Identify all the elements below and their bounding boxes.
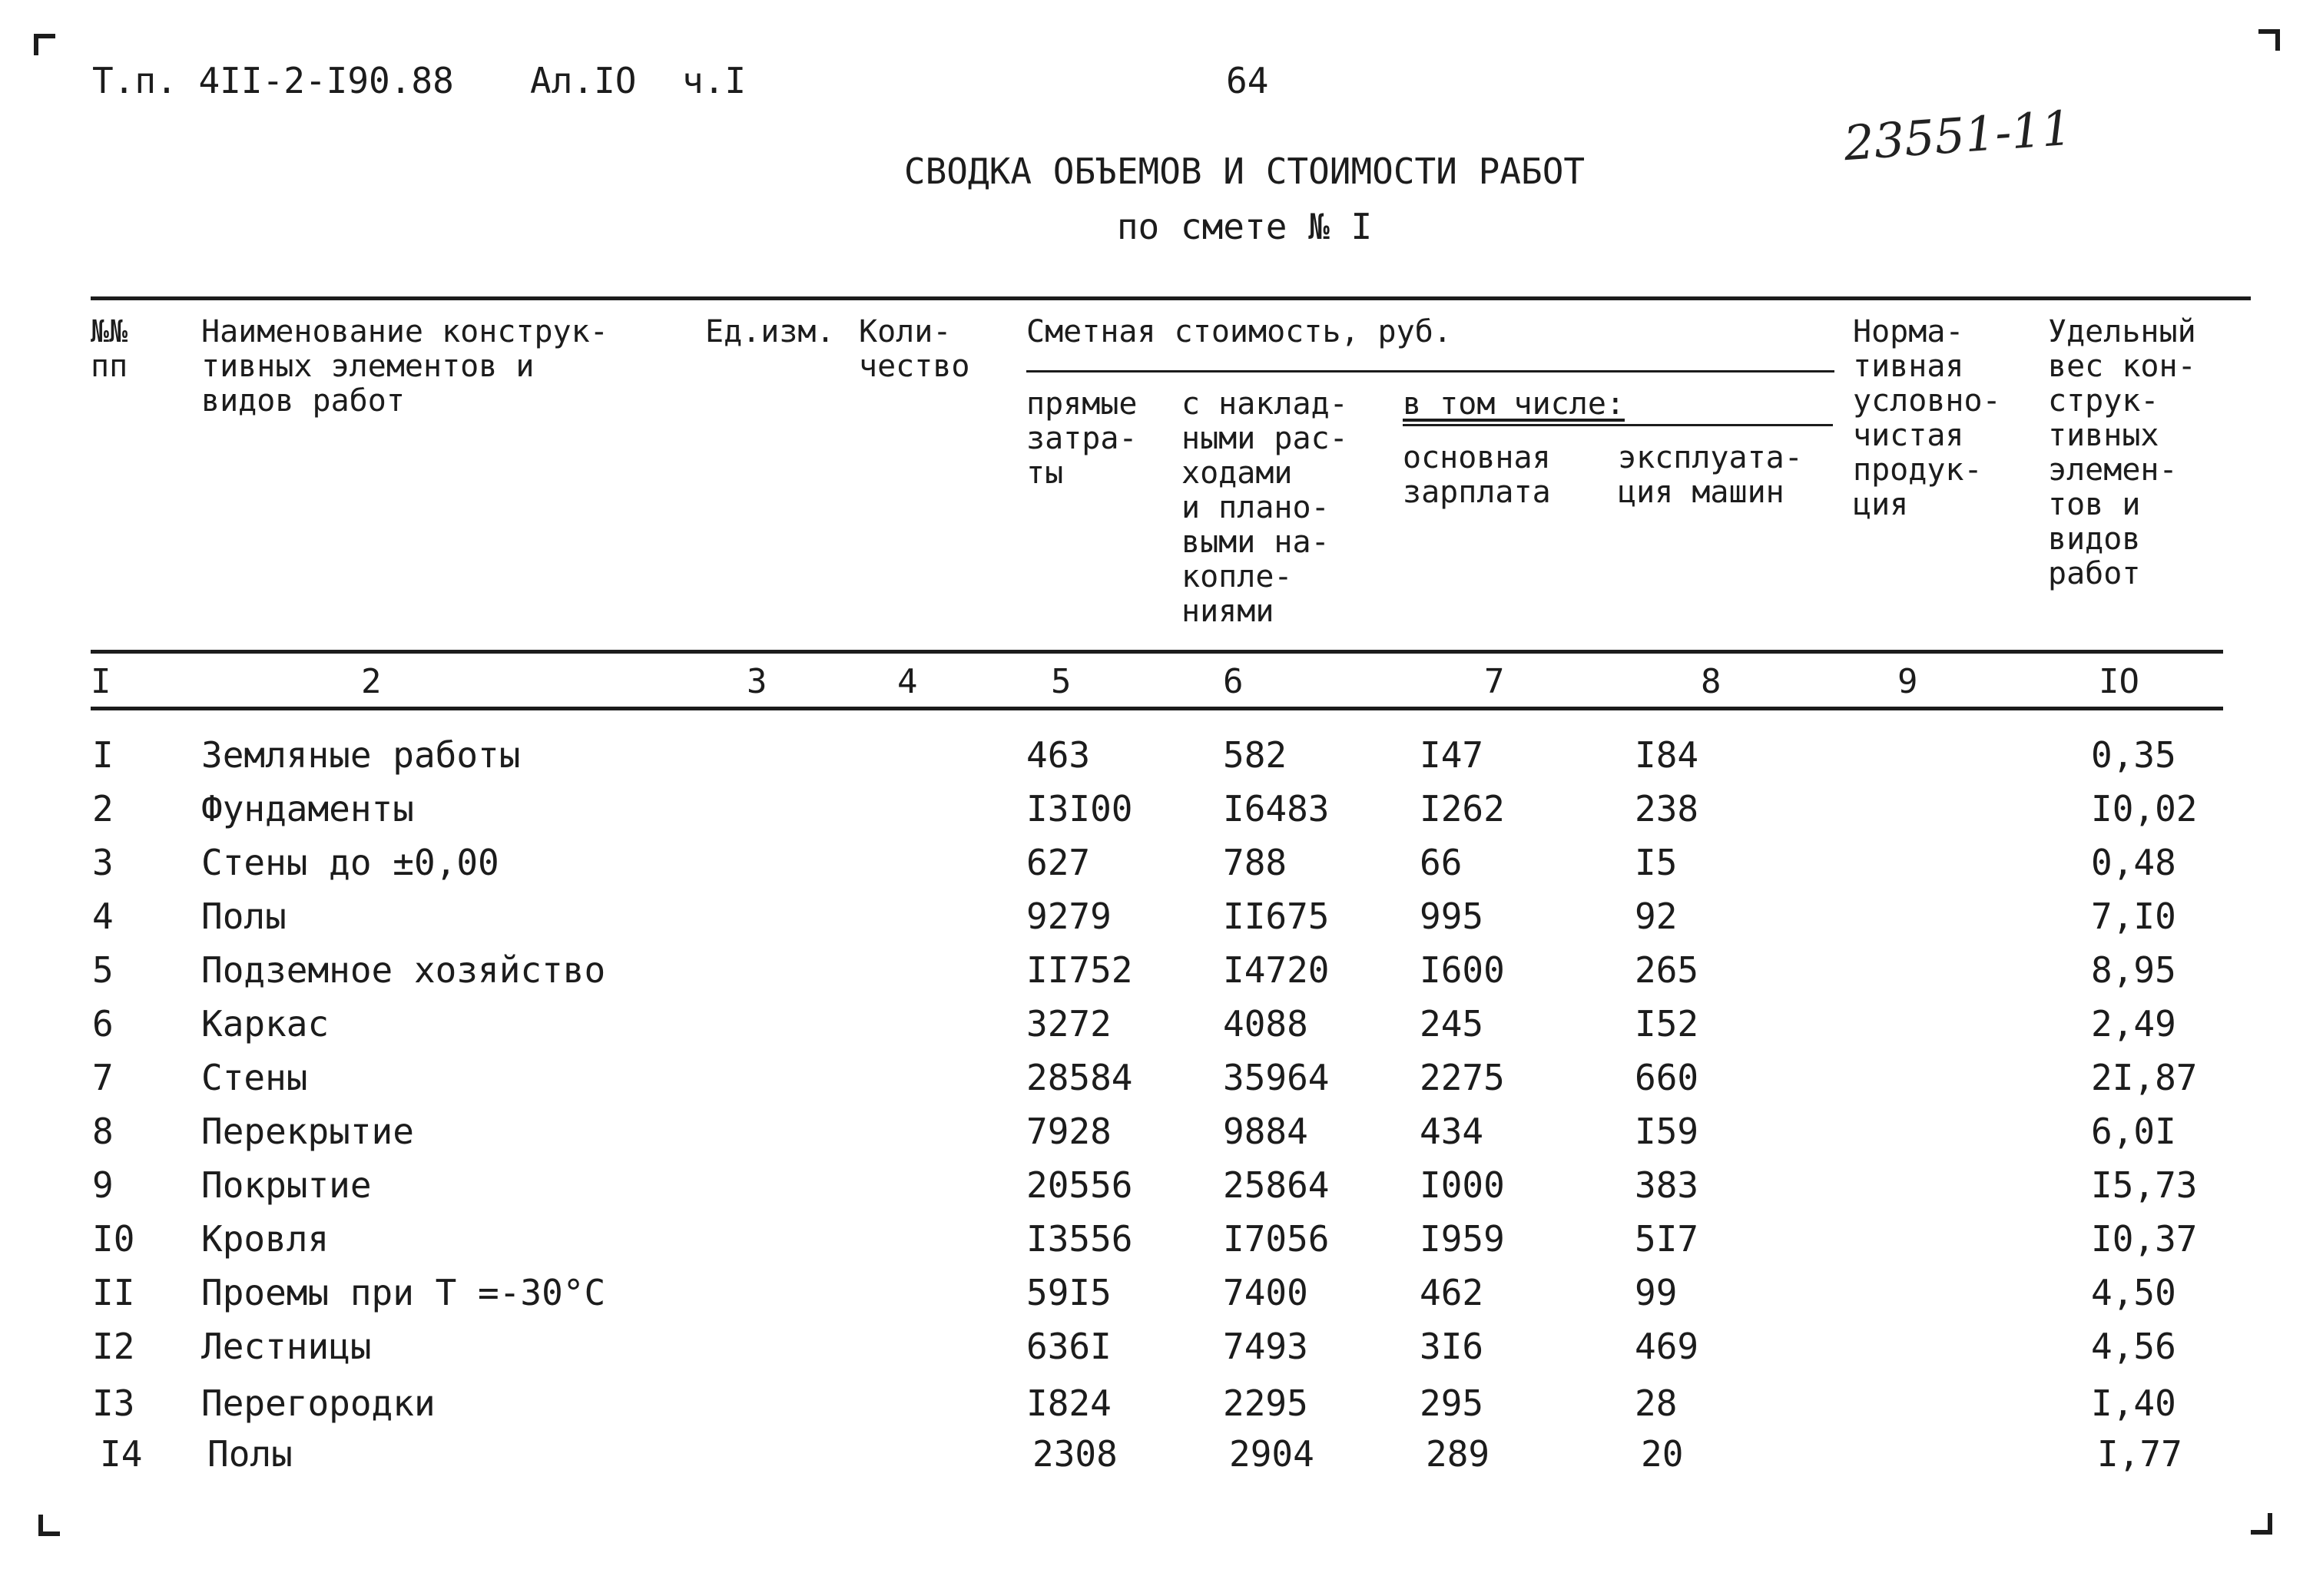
handwritten-code: 23551-11 <box>1841 99 2074 172</box>
cell-overhead: 788 <box>1223 842 1287 883</box>
cell-number: I0 <box>92 1218 135 1260</box>
table-row <box>0 896 2313 942</box>
cell-name: Покрытие <box>201 1164 372 1206</box>
header-quantity: Коли- чество <box>859 314 970 384</box>
cell-wages: 434 <box>1420 1111 1484 1152</box>
cell-overhead: 9884 <box>1223 1111 1308 1152</box>
table-row <box>0 1433 2313 1479</box>
cell-share: 4,50 <box>2091 1272 2176 1313</box>
cell-machines: 238 <box>1635 788 1699 829</box>
cell-number: 7 <box>92 1057 114 1098</box>
cell-direct: 463 <box>1026 734 1091 776</box>
cell-wages: I47 <box>1420 734 1484 776</box>
cell-share: 0,48 <box>2091 842 2176 883</box>
cell-wages: 3I6 <box>1420 1326 1484 1367</box>
cell-direct: 28584 <box>1026 1057 1133 1098</box>
cell-share: I0,02 <box>2091 788 2198 829</box>
table-row <box>0 788 2313 834</box>
cell-name: Стены <box>201 1057 308 1098</box>
header-top-rule <box>91 296 2251 300</box>
cell-machines: 28 <box>1635 1382 1678 1424</box>
table-row <box>0 1111 2313 1157</box>
cell-number: 3 <box>92 842 114 883</box>
cell-name: Перегородки <box>201 1382 436 1424</box>
document-title: СВОДКА ОБЪЕМОВ И СТОИМОСТИ РАБОТ <box>903 151 1586 192</box>
page-number: 64 <box>1226 60 1269 101</box>
header-including: в том числе: <box>1403 386 1625 422</box>
header-num: №№ пп <box>91 314 128 384</box>
cell-overhead: 2295 <box>1223 1382 1308 1424</box>
cell-overhead: I6483 <box>1223 788 1330 829</box>
cell-number: 9 <box>92 1164 114 1206</box>
cell-machines: 99 <box>1635 1272 1678 1313</box>
cell-direct: I3I00 <box>1026 788 1133 829</box>
cell-overhead: 4088 <box>1223 1003 1308 1045</box>
cell-direct: 20556 <box>1026 1164 1133 1206</box>
cell-wages: 995 <box>1420 896 1484 937</box>
column-number: 7 <box>1484 662 1505 701</box>
cell-number: II <box>92 1272 135 1313</box>
album-number: Ал.IО <box>530 60 637 101</box>
cell-number: 8 <box>92 1111 114 1152</box>
part-number: ч.I <box>682 60 747 101</box>
table-row <box>0 1382 2313 1429</box>
cell-machines: I5 <box>1635 842 1678 883</box>
cell-machines: 20 <box>1641 1433 1684 1475</box>
cell-name: Полы <box>201 896 287 937</box>
cell-share: 2I,87 <box>2091 1057 2198 1098</box>
cell-name: Полы <box>207 1433 293 1475</box>
cell-direct: I824 <box>1026 1382 1112 1424</box>
cell-number: 6 <box>92 1003 114 1045</box>
table-row <box>0 1003 2313 1049</box>
cell-wages: I959 <box>1420 1218 1505 1260</box>
cell-overhead: 35964 <box>1223 1057 1330 1098</box>
cost-group-rule <box>1026 370 1834 373</box>
cell-machines: 469 <box>1635 1326 1699 1367</box>
cell-direct: 3272 <box>1026 1003 1112 1045</box>
column-number: IО <box>2099 662 2139 701</box>
table-row <box>0 949 2313 995</box>
cell-wages: 66 <box>1420 842 1463 883</box>
cell-name: Перекрытие <box>201 1111 414 1152</box>
cell-overhead: 582 <box>1223 734 1287 776</box>
cell-machines: 265 <box>1635 949 1699 991</box>
crop-mark-bottom-right <box>2251 1513 2272 1535</box>
cell-overhead: I7056 <box>1223 1218 1330 1260</box>
cell-share: 0,35 <box>2091 734 2176 776</box>
header-unit: Ед.изм. <box>705 314 835 349</box>
cell-name: Земляные работы <box>201 734 521 776</box>
cell-direct: I3556 <box>1026 1218 1133 1260</box>
cell-direct: II752 <box>1026 949 1133 991</box>
cell-machines: 92 <box>1635 896 1678 937</box>
cell-machines: 5I7 <box>1635 1218 1699 1260</box>
header-wages: основная зарплата <box>1403 440 1551 510</box>
table-row <box>0 1218 2313 1264</box>
cell-wages: 289 <box>1426 1433 1490 1475</box>
cell-wages: 462 <box>1420 1272 1484 1313</box>
column-number: 6 <box>1223 662 1244 701</box>
cell-share: I0,37 <box>2091 1218 2198 1260</box>
cell-overhead: I4720 <box>1223 949 1330 991</box>
header-name: Наименование конструк- тивных элементов и видов работ <box>201 314 608 419</box>
column-number: 4 <box>897 662 918 701</box>
column-number: 9 <box>1897 662 1918 701</box>
cell-wages: I600 <box>1420 949 1505 991</box>
cell-number: I <box>92 734 114 776</box>
table-row <box>0 1326 2313 1372</box>
column-number: I <box>91 662 111 701</box>
cell-overhead: 2904 <box>1229 1433 1314 1475</box>
cell-share: 2,49 <box>2091 1003 2176 1045</box>
cell-share: I5,73 <box>2091 1164 2198 1206</box>
column-number: 8 <box>1701 662 1721 701</box>
table-row <box>0 1272 2313 1318</box>
cell-machines: I52 <box>1635 1003 1699 1045</box>
cell-share: 6,0I <box>2091 1111 2176 1152</box>
table-row <box>0 1164 2313 1210</box>
header-cost-group: Сметная стоимость, руб. <box>1026 314 1452 349</box>
cell-share: 8,95 <box>2091 949 2176 991</box>
cell-name: Стены до ±0,00 <box>201 842 499 883</box>
cell-wages: 245 <box>1420 1003 1484 1045</box>
cell-direct: 636I <box>1026 1326 1112 1367</box>
cell-number: 4 <box>92 896 114 937</box>
column-number: 3 <box>747 662 767 701</box>
table-row <box>0 1057 2313 1103</box>
header-normative: Норма- тивная условно- чистая продук- ция <box>1853 314 2001 522</box>
cell-overhead: II675 <box>1223 896 1330 937</box>
cell-number: I4 <box>100 1433 143 1475</box>
cell-name: Подземное хозяйство <box>201 949 606 991</box>
cell-share: 4,56 <box>2091 1326 2176 1367</box>
document-subtitle: по смете № I <box>1116 206 1373 247</box>
cell-overhead: 7400 <box>1223 1272 1308 1313</box>
cell-direct: 627 <box>1026 842 1091 883</box>
table-row <box>0 734 2313 780</box>
table-row <box>0 842 2313 888</box>
cell-wages: I262 <box>1420 788 1505 829</box>
crop-mark-top-left <box>34 34 55 55</box>
column-number: 5 <box>1051 662 1072 701</box>
cell-number: 5 <box>92 949 114 991</box>
cell-machines: I59 <box>1635 1111 1699 1152</box>
cell-name: Фундаменты <box>201 788 414 829</box>
cell-overhead: 7493 <box>1223 1326 1308 1367</box>
cell-overhead: 25864 <box>1223 1164 1330 1206</box>
cell-wages: I000 <box>1420 1164 1505 1206</box>
column-number: 2 <box>361 662 382 701</box>
cell-share: 7,I0 <box>2091 896 2176 937</box>
cell-direct: 9279 <box>1026 896 1112 937</box>
header-machines: эксплуата- ция машин <box>1618 440 1803 510</box>
crop-mark-bottom-left <box>38 1515 60 1536</box>
header-share: Удельный вес кон- струк- тивных элемен- тов и видов работ <box>2048 314 2196 591</box>
column-numbers-rule <box>91 707 2223 710</box>
cell-machines: 660 <box>1635 1057 1699 1098</box>
cell-number: 2 <box>92 788 114 829</box>
cell-wages: 295 <box>1420 1382 1484 1424</box>
cell-share: I,77 <box>2097 1433 2182 1475</box>
cell-machines: I84 <box>1635 734 1699 776</box>
document-reference: Т.п. 4II-2-I90.88 <box>92 60 454 101</box>
cell-direct: 7928 <box>1026 1111 1112 1152</box>
cell-wages: 2275 <box>1420 1057 1505 1098</box>
header-bottom-rule <box>91 650 2223 654</box>
header-with-overhead: с наклад- ными рас- ходами и плано- выми на- копле- ниями <box>1181 386 1348 629</box>
cell-machines: 383 <box>1635 1164 1699 1206</box>
crop-mark-top-right <box>2258 29 2280 51</box>
cell-name: Проемы при Т =-30°С <box>201 1272 606 1313</box>
cell-number: I3 <box>92 1382 135 1424</box>
cell-name: Каркас <box>201 1003 330 1045</box>
including-rule <box>1403 424 1833 426</box>
cell-name: Лестницы <box>201 1326 372 1367</box>
cell-name: Кровля <box>201 1218 330 1260</box>
header-direct-costs: прямые затра- ты <box>1026 386 1138 491</box>
cell-share: I,40 <box>2091 1382 2176 1424</box>
cell-number: I2 <box>92 1326 135 1367</box>
cell-direct: 2308 <box>1032 1433 1118 1475</box>
cell-direct: 59I5 <box>1026 1272 1112 1313</box>
